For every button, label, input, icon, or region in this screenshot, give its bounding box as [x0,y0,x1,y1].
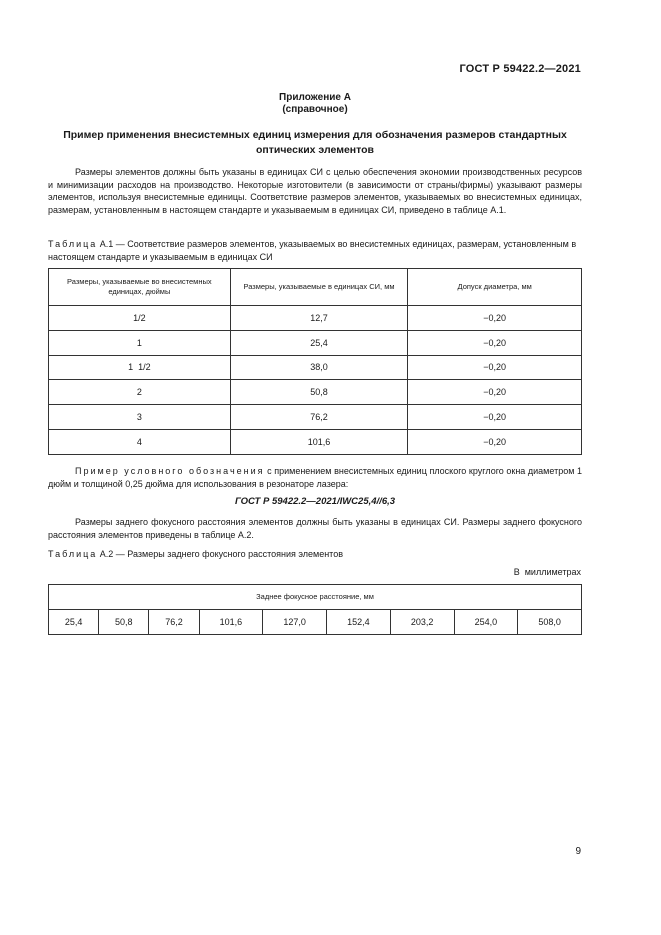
table-cell: 508,0 [518,610,582,635]
table-cell: 76,2 [149,610,199,635]
table-cell: 25,4 [49,610,99,635]
table-cell: 127,0 [263,610,327,635]
table-cell: 12,7 [230,306,408,331]
designation-formula: ГОСТ Р 59422.2—2021/IWC25,4//6,3 [234,496,396,507]
table-cell: 50,8 [230,380,408,405]
paragraph-example [48,465,582,490]
table-header-cell: Допуск диаметра, мм [408,269,582,306]
table-row [49,405,582,430]
table-cell: 1/2 [49,306,231,331]
annex-subtitle: (справочное) [282,104,348,115]
table-row [49,610,582,635]
table-header-cell: Размеры, указываемые во внесистемных единицах, дюймы [49,269,231,306]
table-cell: −0,20 [408,330,582,355]
table-header-row [49,269,582,306]
table-cell: 2 [49,380,231,405]
table-cell: 101,6 [199,610,263,635]
table2-caption-text: А.2 — Размеры заднего фокусного расстояния элементов [97,549,343,559]
table-row [49,380,582,405]
table-header-cell: Размеры, указываемые в единицах СИ, мм [230,269,408,306]
table-cell: 25,4 [230,330,408,355]
table-a2 [48,584,582,635]
table2-unit: В миллиметрах [513,567,581,577]
table-cell: −0,20 [408,405,582,430]
table-cell: 38,0 [230,355,408,380]
document-code: ГОСТ Р 59422.2—2021 [459,63,581,75]
paragraph-focal-text: Размеры заднего фокусного расстояния элементов должны быть указаны в единицах СИ. Размеры заднего фокусного расстояния элементов приведены в таблице А.2. [48,517,582,540]
table-header-cell: Заднее фокусное расстояние, мм [49,585,582,610]
table-cell: 1 1/2 [49,355,231,380]
table-header-row [49,585,582,610]
table-row [49,306,582,331]
table-cell: 254,0 [454,610,518,635]
table-cell: 50,8 [99,610,149,635]
table-cell: −0,20 [408,306,582,331]
table-cell: −0,20 [408,355,582,380]
table-cell: 1 [49,330,231,355]
table-cell: −0,20 [408,429,582,454]
example-text: с применением внесистемных единиц плоского круглого окна диаметром 1 дюйм и толщиной 0,25 дюйма для использования в резонаторе лазера: [48,466,582,489]
table-row [49,355,582,380]
table-cell: 152,4 [327,610,391,635]
table-row [49,429,582,454]
section-heading: Пример применения внесистемных единиц измерения для обозначения размеров стандартных оптических элементов [63,129,567,156]
paragraph-focal [48,516,582,541]
table1-caption [48,238,582,263]
table-cell: 101,6 [230,429,408,454]
table-cell: 3 [49,405,231,430]
table-a1 [48,268,582,455]
table1-caption-label: Таблица [48,239,98,249]
page-number: 9 [575,846,581,857]
table2-caption-label: Таблица [48,549,98,559]
annex-title: Приложение А [279,92,351,103]
paragraph-intro-text: Размеры элементов должны быть указаны в единицах СИ с целью обеспечения экономии производственных ресурсов и минимизации расходов на производство. Некоторые изготовители (в зависимости от страны/фирмы) указывают размеры элементов, используя внесистемные единицы. Соответствие размеров элементов, указываемых во внесистемных единицах, размерам, установленным в настоящем стандарте и указываемым в единицах СИ, приведено в таблице А.1. [48,167,582,215]
table-row [49,330,582,355]
table-cell: 76,2 [230,405,408,430]
example-label: Пример условного обозначения [75,466,265,476]
paragraph-intro [48,166,582,216]
table-cell: 4 [49,429,231,454]
table-cell: −0,20 [408,380,582,405]
table1-caption-text: А.1 — Соответствие размеров элементов, указываемых во внесистемных единицах, размерам, установленным в настоящем стандарте и указываемым в единицах СИ [48,239,577,262]
table2-caption [48,548,582,561]
table-cell: 203,2 [390,610,454,635]
